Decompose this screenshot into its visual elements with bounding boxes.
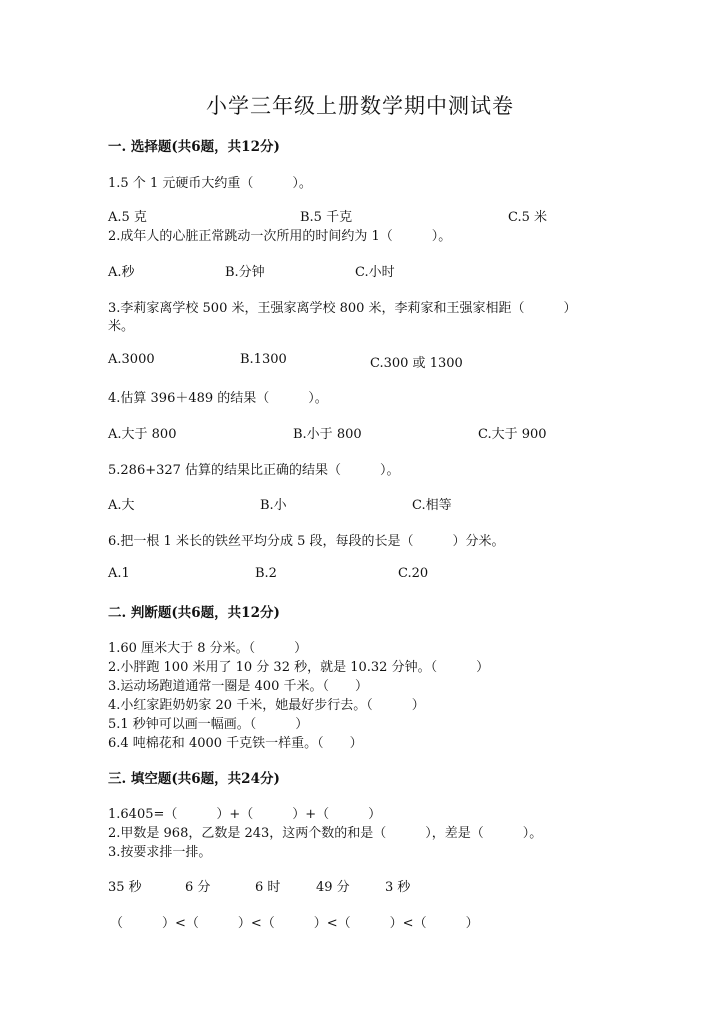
option-b: B.5 千克 xyxy=(300,210,353,225)
time-value: 49 分 xyxy=(316,880,350,895)
option-a: A.大于 800 xyxy=(108,427,177,442)
judgment-item: 6.4 吨棉花和 4000 千克铁一样重。（ ） xyxy=(108,736,363,751)
judgment-item: 4.小红家距奶奶家 20 千米，她最好步行去。（ ） xyxy=(108,698,425,713)
page-title: 小学三年级上册数学期中测试卷 xyxy=(206,94,514,118)
time-value: 35 秒 xyxy=(108,880,142,895)
option-b: B.2 xyxy=(255,566,277,581)
question-text: 1.5 个 1 元硬币大约重（ ）。 xyxy=(108,176,312,191)
fill-item: 2.甲数是 968，乙数是 243，这两个数的和是（ ），差是（ ）。 xyxy=(108,826,543,841)
option-a: A.秒 xyxy=(108,265,135,280)
question-text: 2.成年人的心脏正常跳动一次所用的时间约为 1（ ）。 xyxy=(108,229,452,244)
option-c: C.小时 xyxy=(355,265,395,280)
option-b: B.1300 xyxy=(240,352,287,367)
judgment-item: 2.小胖跑 100 米用了 10 分 32 秒，就是 10.32 分钟。（ ） xyxy=(108,660,490,675)
time-value: 6 分 xyxy=(185,880,211,895)
section-heading-judgment: 二. 判断题(共6题，共12分) xyxy=(108,605,280,621)
time-value: 6 时 xyxy=(255,880,281,895)
option-a: A.5 克 xyxy=(108,210,147,225)
judgment-item: 5.1 秒钟可以画一幅画。（ ） xyxy=(108,717,309,732)
option-b: B.小于 800 xyxy=(293,427,362,442)
option-c: C.5 米 xyxy=(508,210,548,225)
section-heading-fill-blank: 三. 填空题(共6题，共24分) xyxy=(108,771,280,787)
section-heading-choice: 一. 选择题(共6题，共12分) xyxy=(108,139,280,155)
option-c: C.20 xyxy=(398,566,429,581)
option-a: A.3000 xyxy=(108,352,155,367)
fill-item: 3.按要求排一排。 xyxy=(108,845,212,860)
order-line: （ ）<（ ）<（ ）<（ ）<（ ） xyxy=(110,916,479,931)
question-text: 4.估算 396＋489 的结果（ ）。 xyxy=(108,391,328,406)
judgment-item: 3.运动场跑道通常一圈是 400 千米。（ ） xyxy=(108,679,368,694)
option-c: C.300 或 1300 xyxy=(370,356,463,371)
question-text-continued: 米。 xyxy=(108,319,135,334)
option-c: C.大于 900 xyxy=(478,427,547,442)
question-text: 6.把一根 1 米长的铁丝平均分成 5 段，每段的长是（ ）分米。 xyxy=(108,534,505,549)
question-text: 5.286+327 估算的结果比正确的结果（ ）。 xyxy=(108,463,400,478)
option-a: A.1 xyxy=(108,566,130,581)
option-a: A.大 xyxy=(108,498,135,513)
option-c: C.相等 xyxy=(412,498,452,513)
question-text: 3.李莉家离学校 500 米，王强家离学校 800 米，李莉家和王强家相距（ ） xyxy=(108,301,577,316)
fill-item: 1.6405=（ ）+（ ）+（ ） xyxy=(108,807,382,822)
time-value: 3 秒 xyxy=(385,880,411,895)
option-b: B.小 xyxy=(260,498,287,513)
judgment-item: 1.60 厘米大于 8 分米。（ ） xyxy=(108,641,308,656)
option-b: B.分钟 xyxy=(225,265,265,280)
